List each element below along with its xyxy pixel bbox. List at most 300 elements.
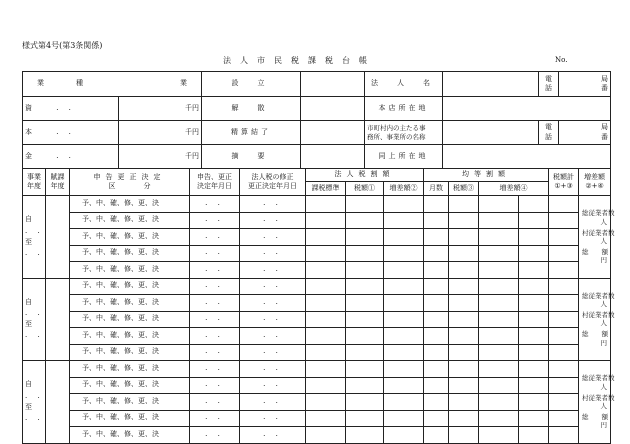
phone-office-label-1: 局 (601, 74, 608, 83)
amount-cell (549, 377, 579, 394)
amend-date-header-1: 法人税の修正 (251, 172, 294, 181)
phone-label-b (539, 121, 559, 145)
filing-category-cell (70, 394, 190, 411)
amount-cell (306, 328, 346, 345)
filing-category-text: 予、中、確、修、更、決 (82, 215, 159, 224)
amend-date-dots: . . (263, 215, 282, 224)
amend-date-cell (240, 427, 306, 444)
amount-cell (549, 394, 579, 411)
amount-cell (449, 361, 479, 378)
fiscal-period-cell (23, 278, 46, 361)
filing-category-text: 予、中、確、修、更、決 (82, 429, 159, 438)
filing-category-text: 予、中、確、修、更、決 (82, 297, 159, 306)
filing-date-dots: . . (205, 429, 224, 438)
table-row (23, 377, 611, 394)
amount-cell (306, 229, 346, 246)
total-tax-header-2: ①+③ (554, 182, 573, 190)
amend-date-dots: . . (263, 297, 282, 306)
amount-cell (424, 377, 449, 394)
filing-category-text: 予、中、確、修、更、決 (82, 347, 159, 356)
amount-cell (519, 427, 549, 444)
capital-label-1: 資 (25, 103, 32, 112)
filing-date-dots: . . (205, 380, 224, 389)
summary-value (301, 145, 365, 169)
amount-cell (384, 427, 424, 444)
amend-date-cell (240, 262, 306, 279)
basis-village-employees-unit: 人 (600, 236, 608, 245)
amount-cell (306, 311, 346, 328)
amount-cell (449, 212, 479, 229)
corp-name-label: 法 人 名 (365, 72, 443, 97)
filing-category-text: 予、中、確、修、更、決 (82, 198, 159, 207)
amount-cell (306, 245, 346, 262)
amend-date-dots: . . (263, 363, 282, 372)
amount-cell (424, 394, 449, 411)
capital-date-3: . . (56, 151, 75, 160)
filing-category-cell (70, 212, 190, 229)
filing-date-header-1: 申告、更正 (197, 172, 232, 181)
amount-cell (549, 196, 579, 213)
filing-category-text: 予、中、確、修、更、決 (82, 231, 159, 240)
amount-cell (424, 295, 449, 312)
amount-cell (549, 410, 579, 427)
capital-label-3: 金 (25, 151, 32, 160)
filing-date-dots: . . (205, 413, 224, 422)
filing-category-text: 予、中、確、修、更、決 (82, 413, 159, 422)
filing-date-cell (190, 410, 240, 427)
tax-year-header-2: 年度 (50, 182, 65, 190)
amend-date-cell (240, 344, 306, 361)
amount-cell (424, 427, 449, 444)
amend-date-cell (240, 377, 306, 394)
amend-date-header-2: 更正決定年月日 (248, 182, 297, 190)
capital-date-2: . . (56, 127, 75, 136)
same-address-label: 同上所在地 (365, 145, 443, 169)
amount-cell (449, 245, 479, 262)
phone-office-label-b-1: 局 (601, 123, 608, 132)
amount-cell (384, 361, 424, 378)
tax-amount-1-header: 税額① (346, 182, 384, 196)
filing-category-cell (70, 328, 190, 345)
amount-cell (519, 295, 549, 312)
established-label: 設 立 (202, 72, 301, 97)
dissolution-label: 解 散 (202, 97, 301, 121)
table-row (23, 361, 611, 378)
tax-ledger-table (22, 168, 615, 444)
filing-type-header-2: 区 分 (108, 182, 151, 190)
basis-total-amount: 総 額 (582, 247, 609, 256)
amend-date-dots: . . (263, 330, 282, 339)
amount-cell (519, 394, 549, 411)
amend-date-cell (240, 229, 306, 246)
amount-cell (449, 196, 479, 213)
amount-cell (346, 344, 384, 361)
filing-date-dots: . . (205, 198, 224, 207)
fiscal-year-header (23, 169, 46, 196)
filing-date-cell (190, 262, 240, 279)
amount-cell (384, 311, 424, 328)
filing-date-cell (190, 212, 240, 229)
diff-2-header: 増差額② (384, 182, 424, 196)
amend-date-cell (240, 394, 306, 411)
basis-total-amount-unit: 円 (600, 421, 608, 429)
amount-cell (424, 229, 449, 246)
filing-date-dots: . . (205, 248, 224, 257)
amount-cell (346, 196, 384, 213)
amount-cell (549, 361, 579, 378)
amount-cell (306, 394, 346, 411)
amend-date-cell (240, 328, 306, 345)
tax-year-header-1: 賦課 (50, 172, 65, 181)
amount-cell (479, 262, 519, 279)
amount-cell (479, 377, 519, 394)
basis-total-employees-unit: 人 (600, 382, 608, 391)
period-from-label: 自 (25, 380, 32, 389)
same-address-value (443, 145, 611, 169)
fiscal-year-header-1: 事業 (27, 172, 41, 181)
filing-type-header-1: 申告更正決定 (93, 172, 166, 181)
amount-cell (424, 212, 449, 229)
amount-cell (519, 361, 549, 378)
amount-cell (306, 344, 346, 361)
equal-tax-group-header: 均等割額 (424, 169, 549, 182)
amount-cell (519, 410, 549, 427)
amount-cell (549, 212, 579, 229)
amount-cell (449, 394, 479, 411)
phone-office-label-b-2: 番 (601, 132, 608, 141)
city-office-label-2: 務所、事業所の名称 (367, 132, 426, 141)
amount-cell (549, 295, 579, 312)
amount-cell (519, 262, 549, 279)
amount-cell (306, 212, 346, 229)
filing-category-cell (70, 427, 190, 444)
filing-date-cell (190, 344, 240, 361)
amount-cell (519, 212, 549, 229)
amount-cell (479, 410, 519, 427)
amount-cell (346, 278, 384, 295)
capital-cell-2 (23, 121, 119, 145)
filing-category-text: 予、中、確、修、更、決 (82, 248, 159, 257)
city-office-value (443, 121, 539, 145)
amount-cell (449, 328, 479, 345)
amount-cell (479, 328, 519, 345)
amount-cell (346, 328, 384, 345)
total-tax-header-1: 税額計 (553, 172, 575, 181)
amount-cell (424, 262, 449, 279)
table-row (23, 427, 611, 444)
amend-date-dots: . . (263, 198, 282, 207)
tax-year-cell (46, 196, 70, 279)
basis-village-employees: 村従業者数 (582, 228, 615, 237)
table-row (23, 311, 611, 328)
amount-cell (479, 245, 519, 262)
amount-cell (384, 394, 424, 411)
amend-date-cell (240, 212, 306, 229)
amend-date-dots: . . (263, 396, 282, 405)
amount-cell (449, 295, 479, 312)
capital-amount-2: 千円 (119, 121, 202, 145)
filing-category-text: 予、中、確、修、更、決 (82, 396, 159, 405)
amount-cell (424, 278, 449, 295)
period-from-label: 自 (25, 297, 32, 306)
liquidation-value (301, 121, 365, 145)
amount-cell (424, 328, 449, 345)
amend-date-dots: . . (263, 264, 282, 273)
basis-total-amount-unit: 円 (600, 256, 608, 264)
phone-label-2: 話 (545, 84, 552, 92)
amount-cell (479, 196, 519, 213)
period-from-dots: . . (25, 226, 44, 235)
filing-category-text: 予、中、確、修、更、決 (82, 330, 159, 339)
amount-cell (384, 229, 424, 246)
amount-cell (346, 361, 384, 378)
amend-date-cell (240, 410, 306, 427)
amount-cell (479, 212, 519, 229)
table-row (23, 328, 611, 345)
amend-date-dots: . . (263, 380, 282, 389)
established-value (301, 72, 365, 97)
amount-cell (479, 344, 519, 361)
filing-date-cell (190, 328, 240, 345)
amount-cell (384, 212, 424, 229)
table-row (23, 245, 611, 262)
amount-cell (306, 278, 346, 295)
amount-cell (306, 196, 346, 213)
tax-year-cell (46, 278, 70, 361)
business-type-label: 業 種 (37, 79, 89, 88)
amount-cell (306, 295, 346, 312)
amount-cell (346, 410, 384, 427)
amount-cell (449, 229, 479, 246)
table-row (23, 278, 611, 295)
amount-cell (424, 344, 449, 361)
filing-category-cell (70, 410, 190, 427)
months-header: 月数 (424, 182, 449, 196)
amount-cell (424, 196, 449, 213)
amount-cell (346, 212, 384, 229)
filing-category-cell (70, 278, 190, 295)
amount-cell (306, 427, 346, 444)
amount-cell (479, 427, 519, 444)
period-from-label: 自 (25, 215, 32, 224)
period-to-dots: . . (25, 413, 44, 422)
amount-cell (549, 427, 579, 444)
amount-cell (449, 278, 479, 295)
amend-date-cell (240, 196, 306, 213)
period-to-dots: . . (25, 248, 44, 257)
filing-date-dots: . . (205, 396, 224, 405)
amount-cell (346, 229, 384, 246)
table-row (23, 212, 611, 229)
amount-cell (346, 245, 384, 262)
amount-cell (479, 311, 519, 328)
phone-label-1: 電 (545, 74, 552, 83)
phone-office-label-b (559, 121, 611, 145)
filing-date-cell (190, 229, 240, 246)
amount-cell (424, 361, 449, 378)
amount-cell (449, 311, 479, 328)
corp-name-value (443, 72, 539, 97)
filing-date-cell (190, 196, 240, 213)
amend-date-dots: . . (263, 429, 282, 438)
basis-village-employees: 村従業者数 (582, 311, 615, 320)
amount-cell (346, 427, 384, 444)
table-row (23, 410, 611, 427)
amend-date-cell (240, 278, 306, 295)
total-diff-header-1: 増差額 (584, 172, 606, 181)
amount-cell (384, 278, 424, 295)
basis-total-employees: 総従業者数 (582, 291, 615, 300)
basis-village-employees-unit: 人 (600, 401, 608, 410)
table-row (23, 344, 611, 361)
amount-cell (384, 295, 424, 312)
amount-cell (519, 245, 549, 262)
filing-type-header (70, 169, 190, 196)
table-row (23, 196, 611, 213)
amount-cell (449, 410, 479, 427)
total-diff-header-2: ②+④ (585, 182, 604, 190)
amount-cell (549, 262, 579, 279)
header-row-1 (23, 169, 611, 182)
total-tax-header (549, 169, 579, 196)
city-office-label (365, 121, 443, 145)
amount-cell (449, 427, 479, 444)
row-capital-3 (23, 145, 611, 169)
filing-category-cell (70, 196, 190, 213)
amount-cell (479, 278, 519, 295)
basis-total-amount-unit: 円 (600, 338, 608, 347)
amount-cell (549, 344, 579, 361)
amount-cell (346, 262, 384, 279)
filing-category-text: 予、中、確、修、更、決 (82, 380, 159, 389)
basis-total-employees-unit: 人 (600, 300, 608, 308)
amount-cell (424, 245, 449, 262)
amount-cell (424, 410, 449, 427)
amount-cell (449, 262, 479, 279)
amend-date-dots: . . (263, 248, 282, 257)
phone-label (539, 72, 559, 97)
amend-date-header (240, 169, 306, 196)
amount-cell (346, 311, 384, 328)
filing-date-cell (190, 295, 240, 312)
filing-category-cell (70, 262, 190, 279)
filing-date-dots: . . (205, 281, 224, 290)
amount-cell (346, 295, 384, 312)
filing-date-dots: . . (205, 264, 224, 273)
amount-cell (346, 377, 384, 394)
filing-date-dots: . . (205, 231, 224, 240)
amount-cell (519, 328, 549, 345)
amend-date-dots: . . (263, 413, 282, 422)
filing-category-cell (70, 295, 190, 312)
liquidation-label: 精算結了 (202, 121, 301, 145)
number-label: No. (555, 56, 568, 64)
amount-cell (306, 410, 346, 427)
capital-amount-1: 千円 (119, 97, 202, 121)
filing-category-text: 予、中、確、修、更、決 (82, 363, 159, 372)
allocation-basis-cell (579, 196, 615, 279)
amount-cell (519, 229, 549, 246)
table-row (23, 229, 611, 246)
amount-cell (449, 377, 479, 394)
amount-cell (519, 311, 549, 328)
amount-cell (479, 295, 519, 312)
form-number: 様式第4号(第3条関係) (22, 41, 103, 50)
filing-date-dots: . . (205, 363, 224, 372)
amount-cell (549, 328, 579, 345)
row-capital-1 (23, 97, 611, 121)
amount-cell (306, 361, 346, 378)
amount-cell (424, 311, 449, 328)
tax-amount-3-header: 税額③ (449, 182, 479, 196)
amount-cell (346, 394, 384, 411)
amount-cell (306, 262, 346, 279)
amend-date-cell (240, 295, 306, 312)
filing-category-cell (70, 361, 190, 378)
filing-date-cell (190, 311, 240, 328)
filing-date-cell (190, 245, 240, 262)
filing-date-dots: . . (205, 215, 224, 224)
filing-date-dots: . . (205, 347, 224, 356)
amend-date-cell (240, 245, 306, 262)
amend-date-cell (240, 361, 306, 378)
capital-cell-1 (23, 97, 119, 121)
basis-total-amount: 総 額 (582, 412, 609, 421)
filing-date-dots: . . (205, 330, 224, 339)
basis-total-employees: 総従業者数 (582, 374, 615, 383)
amount-cell (384, 245, 424, 262)
filing-date-header-2: 決定年月日 (197, 182, 232, 190)
business-type-cell (23, 72, 202, 97)
filing-category-cell (70, 344, 190, 361)
phone-office-label-2: 番 (601, 84, 608, 92)
capital-amount-3: 千円 (119, 145, 202, 169)
amount-cell (306, 377, 346, 394)
allocation-basis-cell (579, 278, 615, 361)
amount-cell (479, 394, 519, 411)
amount-cell (384, 377, 424, 394)
basis-total-employees-unit: 人 (600, 217, 608, 226)
filing-date-cell (190, 427, 240, 444)
filing-category-cell (70, 377, 190, 394)
filing-date-cell (190, 394, 240, 411)
phone-label-b-2: 話 (545, 132, 552, 141)
filing-date-cell (190, 377, 240, 394)
basis-total-amount: 総 額 (582, 330, 609, 339)
table-row (23, 295, 611, 312)
hq-label: 本店所在地 (365, 97, 443, 121)
period-to-label: 至 (25, 402, 32, 411)
period-from-dots: . . (25, 391, 44, 400)
filing-date-dots: . . (205, 314, 224, 323)
amount-cell (384, 262, 424, 279)
amount-cell (449, 344, 479, 361)
amount-cell (519, 278, 549, 295)
header-info-table (22, 71, 611, 169)
amount-cell (519, 344, 549, 361)
filing-category-cell (70, 245, 190, 262)
table-row (23, 262, 611, 279)
filing-category-text: 予、中、確、修、更、決 (82, 281, 159, 290)
amount-cell (384, 344, 424, 361)
filing-date-cell (190, 278, 240, 295)
amount-cell (549, 311, 579, 328)
diff-4-header: 増差額④ (479, 182, 549, 196)
fiscal-period-cell (23, 196, 46, 279)
capital-date-1: . . (56, 103, 75, 112)
period-to-dots: . . (25, 331, 44, 340)
amend-date-dots: . . (263, 347, 282, 356)
